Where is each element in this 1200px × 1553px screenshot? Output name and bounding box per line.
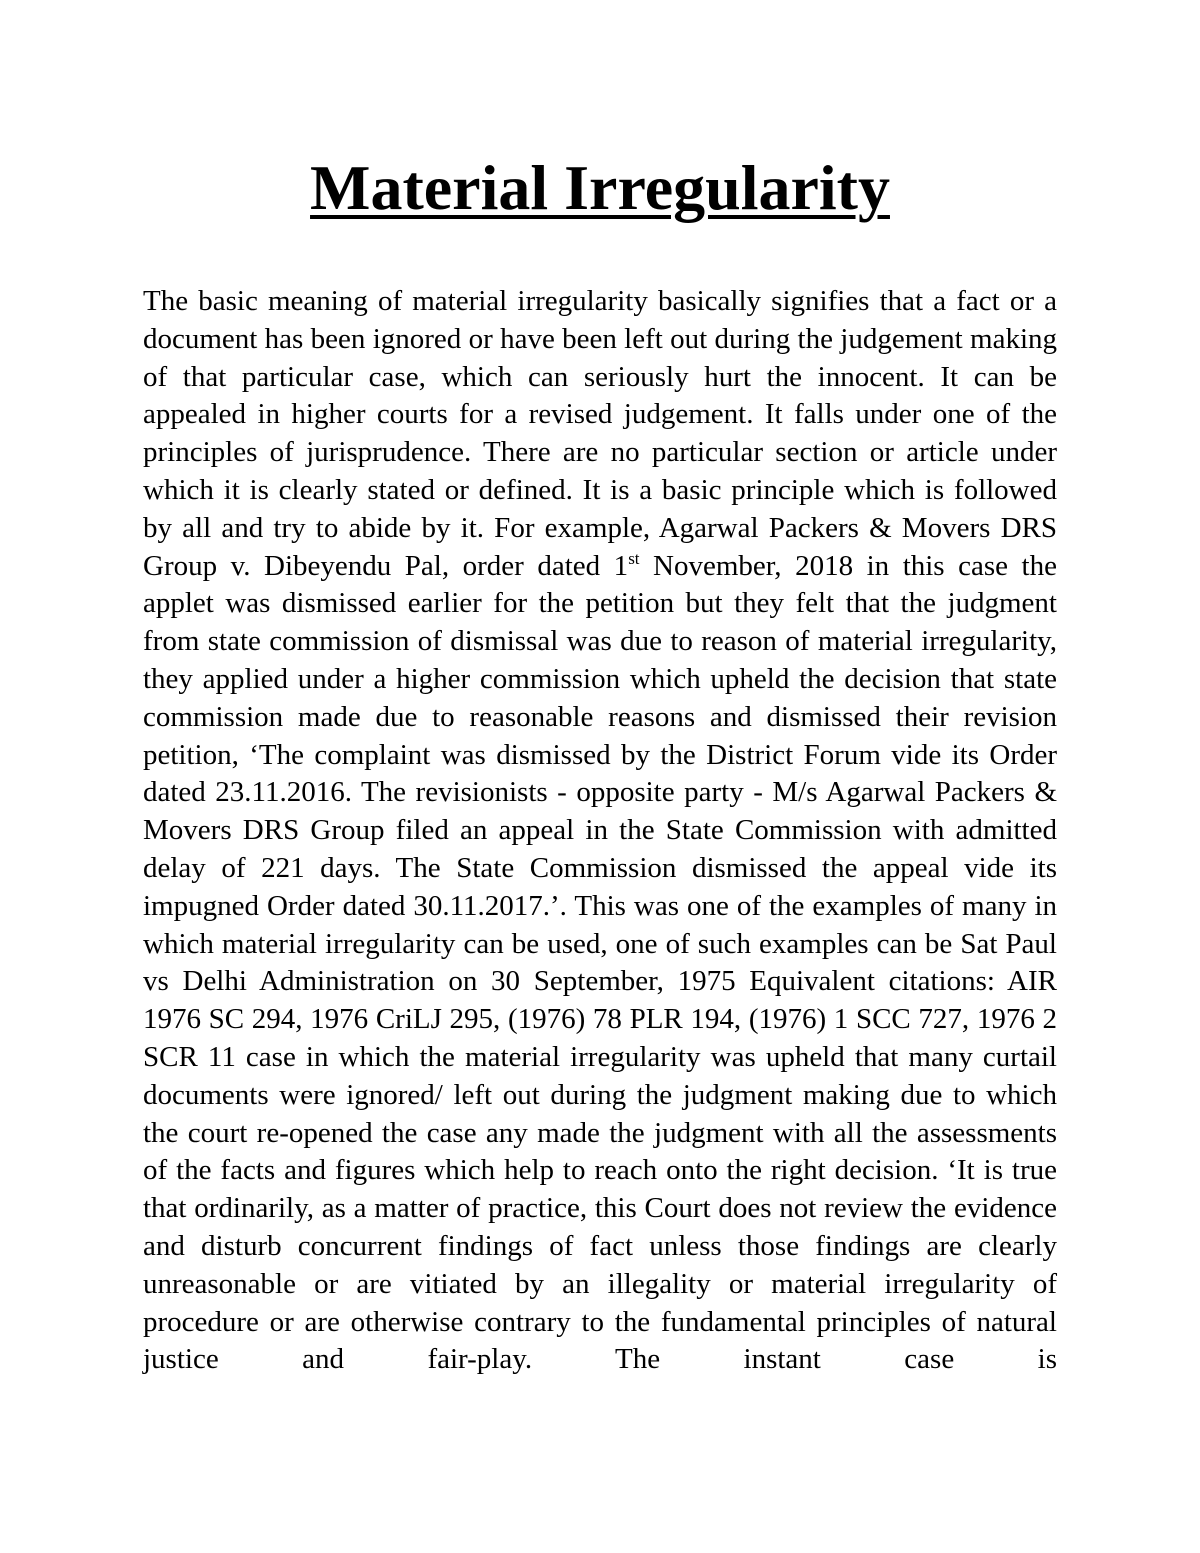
document-title-text: Material Irregularity (310, 152, 890, 223)
document-body-paragraph (143, 283, 1057, 1379)
body-text-part2: November, 2018 in this case the applet was dismissed earlier for the petition but they felt that the judgment from state commission of dismissal was due to reason of material irregularity, they applied under a higher commission which upheld the decision that state commission made due to reasonable reasons and dismissed their revision petition, ‘The complaint was dismissed by the District Forum vide its Order dated 23.11.2016. The revisionists - opposite party - M/s Agarwal Packers & Movers DRS Group filed an appeal in the State Commission with admitted delay of 221 days. The State Commission dismissed the appeal vide its impugned Order dated 30.11.2017.’. This was one of the examples of many in which material irregularity can be used, one of such examples can be Sat Paul vs Delhi Administration on 30 September, 1975 Equivalent citations: AIR 1976 SC 294, 1976 CriLJ 295, (1976) 78 PLR 194, (1976) 1 SCC 727, 1976 2 SCR 11 case in which the material irregularity was upheld that many curtail documents were ignored/ left out during the judgment making due to which the court re-opened the case any made the judgment with all the assessments of the facts and figures which help to reach onto the right decision. ‘It is true that ordinarily, as a matter of practice, this Court does not review the evidence and disturb concurrent findings of fact unless those findings are clearly unreasonable or are vitiated by an illegality or material irregularity of procedure or are otherwise contrary to the fundamental principles of natural justice and fair-play. The instant case is (143, 549, 1057, 1376)
document-title (0, 148, 1200, 228)
body-text-part1: The basic meaning of material irregularity basically signifies that a fact or a document has been ignored or have been left out during the judgement making of that particular case, which can seriously hurt the innocent. It can be appealed in higher courts for a revised judgement. It falls under one of the principles of jurisprudence. There are no particular section or article under which it is clearly stated or defined. It is a basic principle which is followed by all and try to abide by it. For example, Agarwal Packers & Movers DRS Group v. Dibeyendu Pal, order dated 1 (143, 285, 1057, 582)
ordinal-superscript: st (628, 548, 640, 568)
